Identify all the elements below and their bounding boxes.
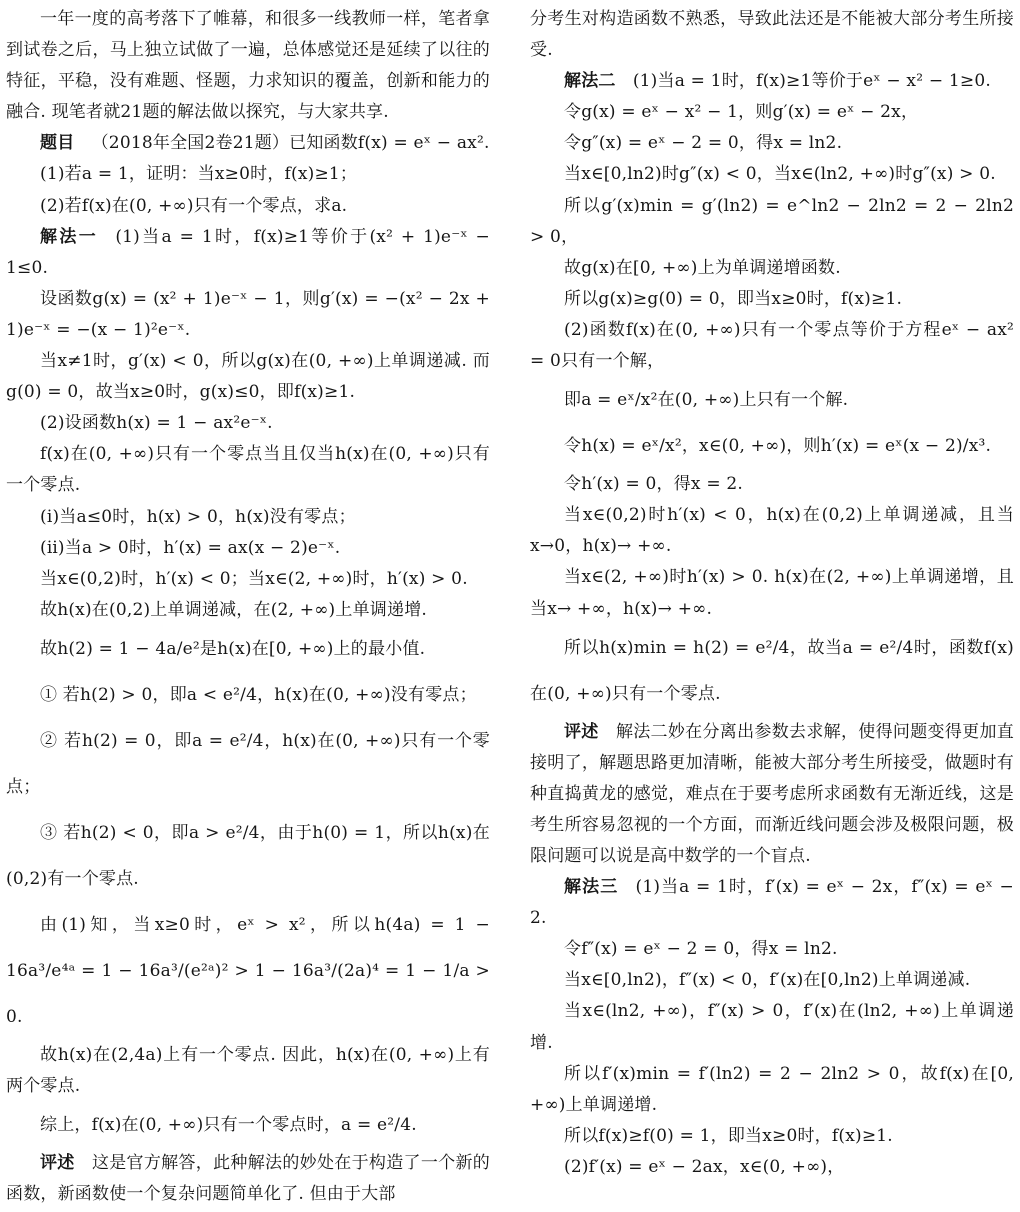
paragraph [6,159,490,190]
section-label: 解法三 [564,877,619,898]
paragraph [530,872,1014,934]
paragraph [6,502,490,533]
section-label: 题目 [40,133,75,154]
paragraph [6,191,490,222]
paragraph-text: 所以g′(x)min = g′(ln2) = e^ln2 − 2ln2 = 2 − 2ln2 > 0， [530,195,1014,247]
paragraph [530,66,1014,97]
paragraph [6,533,490,564]
paragraph [6,4,490,128]
paragraph [6,626,490,672]
paragraph [530,284,1014,315]
section-label: 评述 [564,721,599,742]
paragraph [530,97,1014,128]
paragraph [530,500,1014,562]
paragraph-text: ① 若h(2) > 0，即a < e²/4，h(x)在(0, +∞)没有零点； [40,684,477,705]
paragraph-text: (2)f′(x) = eˣ − 2ax，x∈(0, +∞)， [564,1156,845,1177]
paragraph-text: 即a = eˣ/x²在(0, +∞)上只有一个解. [564,390,849,411]
paragraph-text: (2)函数f(x)在(0, +∞)只有一个零点等价于方程eˣ − ax² = 0只有一个解， [530,319,1014,372]
paragraph-text: 所以h(x)min = h(2) = e²/4，故当a = e²/4时，函数f(x)在(0, +∞)只有一个零点. [530,637,1014,704]
paragraph [530,562,1014,624]
paragraph [6,810,490,902]
paragraph-text: 由(1)知，当x≥0时，eˣ > x²，所以h(4a) = 1 − 16a³/e⁴ᵃ = 1 − 16a³/(e²ᵃ)² > 1 − 16a³/(2a)⁴ = 1 − 1/a > 0. [6,914,490,1027]
paragraph [530,159,1014,190]
paragraph [530,4,1014,66]
paragraph-text: 当x∈(0,2)时，h′(x) < 0；当x∈(2, +∞)时，h′(x) > 0. [40,568,468,589]
paragraph-text: 一年一度的高考落下了帷幕，和很多一线教师一样，笔者拿到试卷之后，马上独立试做了一遍，总体感觉还是延续了以往的特征，平稳，没有难题、怪题，力求知识的覆盖，创新和能力的融合. 现笔者就21题的解法做以探究，与大家共享. [6,9,490,123]
right-column [530,4,1014,1183]
paragraph [530,1121,1014,1152]
section-label: 解法二 [564,71,616,92]
paragraph [6,718,490,810]
paragraph-text: (1)若a = 1，证明：当x≥0时，f(x)≥1； [40,164,358,185]
paragraph [530,423,1014,469]
paragraph-text: 所以f(x)≥f(0) = 1，即当x≥0时，f(x)≥1. [564,1125,893,1146]
paragraph-text: 故h(x)在(2,4a)上有一个零点. 因此，h(x)在(0, +∞)上有两个零点. [6,1044,490,1096]
paragraph-text: ③ 若h(2) < 0，即a > e²/4，由于h(0) = 1，所以h(x)在(0,2)有一个零点. [6,822,490,889]
paragraph-text: 所以g(x)≥g(0) = 0，即当x≥0时，f(x)≥1. [564,288,903,309]
paragraph [6,1148,490,1210]
left-column [6,4,490,1210]
paragraph [6,672,490,718]
paragraph-text: （2018年全国2卷21题）已知函数f(x) = eˣ − ax². [91,133,490,154]
paragraph [6,128,490,159]
paragraph-text: 当x≠1时，g′(x) < 0，所以g(x)在(0, +∞)上单调递减. 而g(0) = 0，故当x≥0时，g(x)≤0，即f(x)≥1. [6,351,490,403]
paragraph [6,595,490,626]
paragraph [530,965,1014,996]
paragraph-text: 令f″(x) = eˣ − 2 = 0，得x = ln2. [564,939,838,960]
paragraph-text: (1)当a = 1时，f(x)≥1等价于eˣ − x² − 1≥0. [632,71,991,92]
paragraph [530,1059,1014,1121]
paragraph-text: 故h(2) = 1 − 4a/e²是h(x)在[0, +∞)上的最小值. [40,638,426,659]
paragraph-text: 故h(x)在(0,2)上单调递减，在(2, +∞)上单调递增. [40,599,427,620]
paragraph [6,408,490,439]
paragraph [6,439,490,501]
section-label: 解法一 [40,226,99,247]
paragraph [530,469,1014,500]
paragraph-text: ② 若h(2) = 0，即a = e²/4，h(x)在(0, +∞)只有一个零点； [6,730,490,797]
paragraph-text: 这是官方解答，此种解法的妙处在于构造了一个新的函数，新函数使一个复杂问题简单化了. 但由于大部 [6,1153,490,1205]
paragraph [6,1102,490,1148]
paragraph [530,717,1014,872]
paragraph [6,902,490,1040]
paragraph-text: (ⅰ)当a≤0时，h(x) > 0，h(x)没有零点； [40,506,356,527]
paragraph [530,128,1014,159]
paragraph-text: 设函数g(x) = (x² + 1)e⁻ˣ − 1，则g′(x) = −(x² − 2x + 1)e⁻ˣ = −(x − 1)²e⁻ˣ. [6,288,490,340]
paragraph [530,315,1014,377]
paragraph-text: (1)当a = 1时，f(x)≥1等价于(x² + 1)e⁻ˣ − 1≤0. [6,226,490,278]
paragraph-text: 令h(x) = eˣ/x²，x∈(0, +∞)，则h′(x) = eˣ(x − 2)/x³. [564,436,992,457]
paragraph [6,564,490,595]
paragraph-text: 分考生对构造函数不熟悉，导致此法还是不能被大部分考生所接受. [530,9,1014,61]
paragraph [530,996,1014,1058]
paragraph [530,191,1014,253]
paragraph-text: 当x∈[0,ln2)，f″(x) < 0，f′(x)在[0,ln2)上单调递减. [564,970,971,991]
paragraph-text: 综上，f(x)在(0, +∞)只有一个零点时，a = e²/4. [40,1115,417,1136]
paragraph-text: (ⅱ)当a > 0时，h′(x) = ax(x − 2)e⁻ˣ. [40,537,341,558]
paragraph [6,1040,490,1102]
paragraph [530,625,1014,717]
paragraph [530,377,1014,423]
paragraph [6,346,490,408]
paragraph-text: 故g(x)在[0, +∞)上为单调递增函数. [564,257,841,278]
paragraph-text: 当x∈(0,2)时h′(x) < 0，h(x)在(0,2)上单调递减，且当x→0，h(x)→ +∞. [530,505,1014,557]
paragraph-text: 所以f′(x)min = f′(ln2) = 2 − 2ln2 > 0，故f(x)在[0, +∞)上单调递增. [530,1063,1014,1115]
section-label: 评述 [40,1153,75,1174]
paragraph-text: f(x)在(0, +∞)只有一个零点当且仅当h(x)在(0, +∞)只有一个零点. [6,444,490,496]
paragraph [530,1152,1014,1183]
paragraph-text: 当x∈(2, +∞)时h′(x) > 0. h(x)在(2, +∞)上单调递增，且当x→ +∞，h(x)→ +∞. [530,567,1014,619]
paragraph-text: 当x∈(ln2, +∞)，f″(x) > 0，f′(x)在(ln2, +∞)上单调递增. [530,1001,1014,1053]
paragraph-text: 令g(x) = eˣ − x² − 1，则g′(x) = eˣ − 2x， [564,102,919,123]
paragraph [6,284,490,346]
paragraph-text: 解法二妙在分离出参数去求解，使得问题变得更加直接明了，解题思路更加清晰，能被大部分考生所接受，做题时有种直捣黄龙的感觉，难点在于要考虑所求函数有无渐近线，这是考生所容易忽视的一个方面，而渐近线问题会涉及极限问题，极限问题可以说是高中数学的一个盲点. [530,721,1014,866]
paragraph-text: 令h′(x) = 0，得x = 2. [564,474,743,495]
paragraph [530,253,1014,284]
paragraph-text: (2)设函数h(x) = 1 − ax²e⁻ˣ. [40,413,273,434]
paragraph-text: 当x∈[0,ln2)时g″(x) < 0，当x∈(ln2, +∞)时g″(x) > 0. [564,164,996,185]
paragraph-text: (2)若f(x)在(0, +∞)只有一个零点，求a. [40,195,348,216]
paragraph-text: (1)当a = 1时，f′(x) = eˣ − 2x，f″(x) = eˣ − 2. [530,877,1014,929]
paragraph [6,222,490,284]
paragraph-text: 令g″(x) = eˣ − 2 = 0，得x = ln2. [564,133,843,154]
paragraph [530,934,1014,965]
